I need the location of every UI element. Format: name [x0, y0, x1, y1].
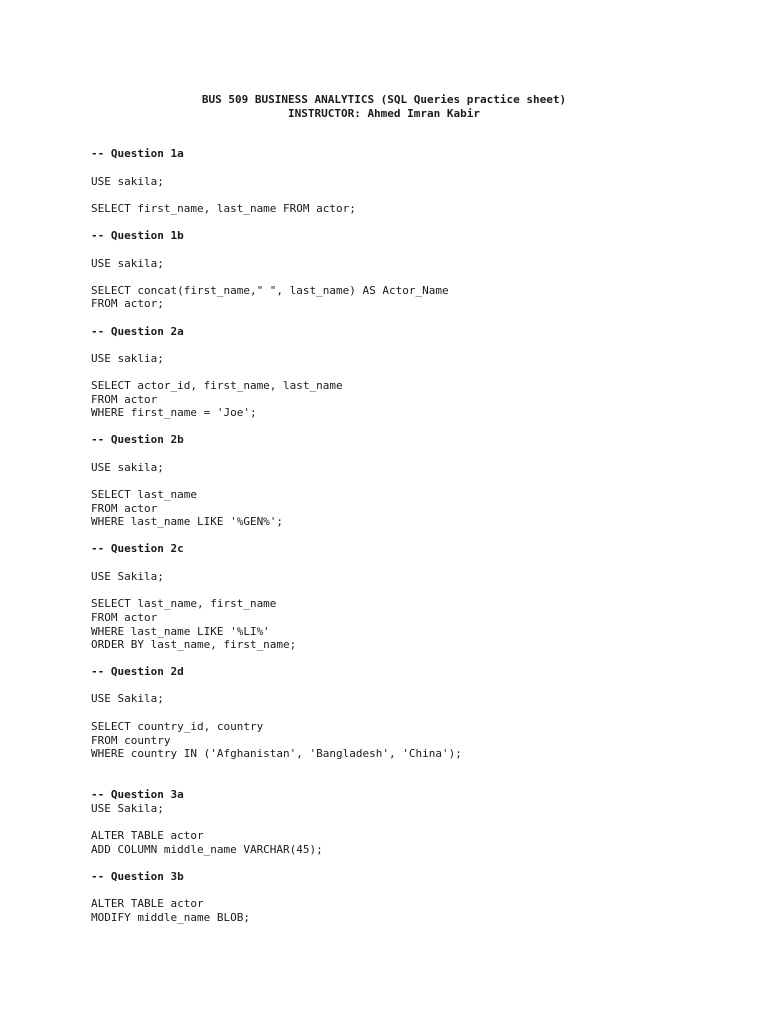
- comment-question-2d: -- Question 2d: [91, 665, 184, 678]
- code-line: ORDER BY last_name, first_name;: [91, 638, 297, 651]
- code-line: FROM actor: [91, 393, 158, 406]
- code-line: WHERE last_name LIKE '%GEN%';: [91, 515, 284, 528]
- instructor-line: INSTRUCTOR: Ahmed Imran Kabir: [287, 107, 481, 120]
- comment-question-2a: -- Question 2a: [91, 325, 184, 338]
- code-line: ALTER TABLE actor: [91, 897, 204, 910]
- document-title: BUS 509 BUSINESS ANALYTICS (SQL Queries practice sheet): [201, 93, 567, 106]
- comment-question-1b: -- Question 1b: [91, 229, 184, 242]
- code-line: FROM actor: [91, 502, 158, 515]
- code-line: SELECT actor_id, first_name, last_name: [91, 379, 343, 392]
- comment-question-2b: -- Question 2b: [91, 433, 184, 446]
- code-line: USE Sakila;: [91, 692, 164, 705]
- comment-question-1a: -- Question 1a: [91, 147, 184, 160]
- code-line: ALTER TABLE actor: [91, 829, 204, 842]
- comment-question-3a: -- Question 3a: [91, 788, 184, 801]
- code-line: USE saklia;: [91, 352, 164, 365]
- code-line: USE sakila;: [91, 257, 164, 270]
- code-line: USE sakila;: [91, 175, 164, 188]
- code-line: WHERE first_name = 'Joe';: [91, 406, 257, 419]
- code-line: ADD COLUMN middle_name VARCHAR(45);: [91, 843, 323, 856]
- code-line: FROM actor: [91, 611, 158, 624]
- code-line: SELECT first_name, last_name FROM actor;: [91, 202, 356, 215]
- comment-question-2c: -- Question 2c: [91, 542, 184, 555]
- code-line: USE Sakila;: [91, 802, 164, 815]
- code-line: SELECT last_name, first_name: [91, 597, 277, 610]
- code-line: WHERE last_name LIKE '%LI%': [91, 625, 270, 638]
- code-line: SELECT concat(first_name," ", last_name) AS Actor_Name: [91, 284, 449, 297]
- code-line: USE Sakila;: [91, 570, 164, 583]
- code-line: FROM country: [91, 734, 171, 747]
- code-line: SELECT last_name: [91, 488, 197, 501]
- comment-question-3b: -- Question 3b: [91, 870, 184, 883]
- code-line: MODIFY middle_name BLOB;: [91, 911, 250, 924]
- code-line: USE sakila;: [91, 461, 164, 474]
- code-line: SELECT country_id, country: [91, 720, 264, 733]
- code-line: WHERE country IN ('Afghanistan', 'Bangladesh', 'China');: [91, 747, 462, 760]
- code-line: FROM actor;: [91, 297, 164, 310]
